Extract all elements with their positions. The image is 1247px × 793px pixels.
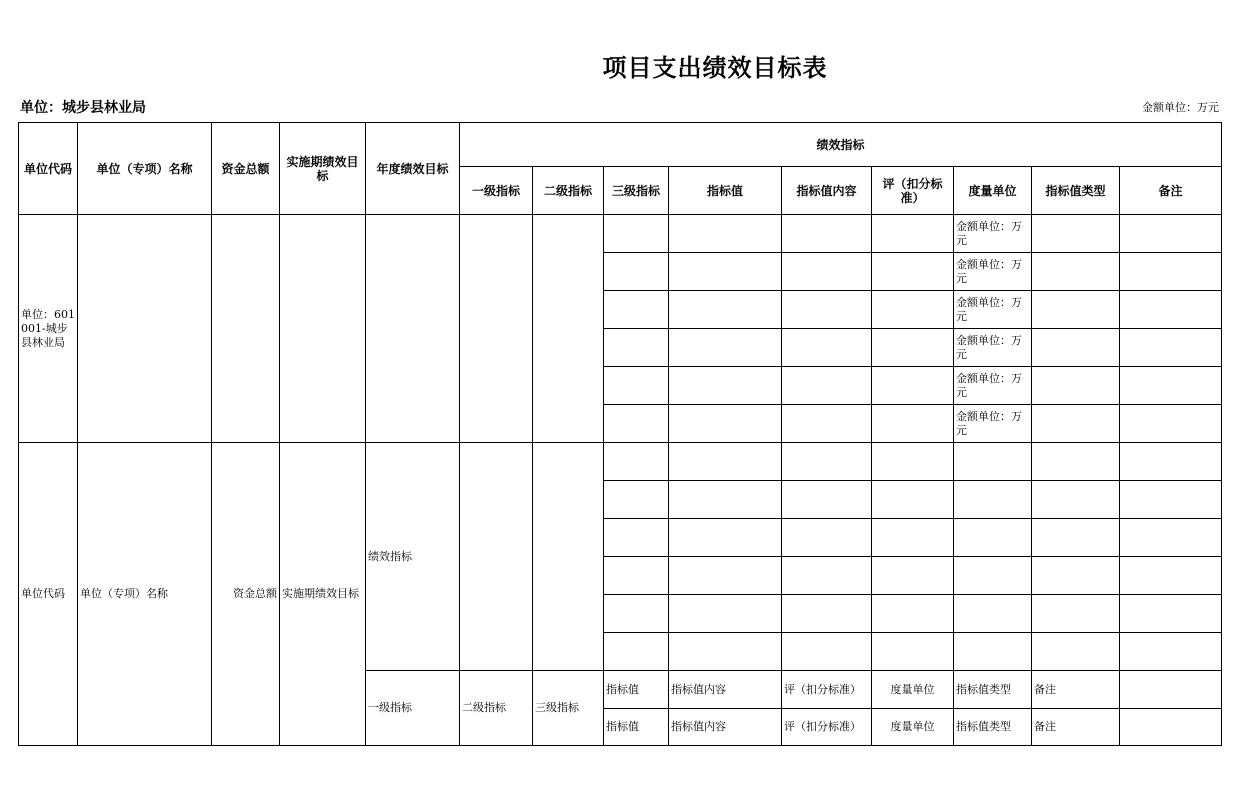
block1-funds-cell	[212, 215, 280, 443]
header-row-1	[19, 123, 1222, 167]
header-value: 指标值	[669, 167, 782, 215]
header-annual-goal: 年度绩效目标	[366, 123, 460, 215]
measure-unit-cell: 金额单位：万元	[954, 215, 1032, 253]
header-total-funds: 资金总额	[212, 123, 280, 215]
row-remark: 备注	[1032, 671, 1120, 709]
header-value-content: 指标值内容	[782, 167, 872, 215]
header-project-name: 单位（专项）名称	[78, 123, 212, 215]
row-value-type: 指标值类型	[954, 709, 1032, 746]
header-value-type: 指标值类型	[1032, 167, 1120, 215]
block2-total-funds: 资金总额	[212, 443, 280, 746]
measure-unit-cell: 金额单位：万元	[954, 367, 1032, 405]
page-title: 项目支出绩效目标表	[602, 54, 828, 82]
block1-unit-cell: 单位：601001-城步县林业局	[19, 215, 78, 443]
block2-level1-label: 一级指标	[366, 671, 460, 746]
row-measure-unit: 度量单位	[872, 671, 954, 709]
header-measure-unit: 度量单位	[954, 167, 1032, 215]
block2-level2-label: 二级指标	[460, 671, 533, 746]
row-value: 指标值	[604, 709, 669, 746]
block2-period-goal: 实施期绩效目标	[280, 443, 366, 746]
table-row	[19, 215, 1222, 253]
header-level3: 三级指标	[604, 167, 669, 215]
header-remark: 备注	[1120, 167, 1222, 215]
block1-project-cell	[78, 215, 212, 443]
measure-unit-cell: 金额单位：万元	[954, 405, 1032, 443]
block2-level3-label: 三级指标	[533, 671, 604, 746]
block2-unit-code: 单位代码	[19, 443, 78, 746]
header-scoring: 评（扣分标准）	[872, 167, 954, 215]
row-remark: 备注	[1032, 709, 1120, 746]
header-unit-code: 单位代码	[19, 123, 78, 215]
performance-table	[18, 122, 1222, 746]
block2-project-name: 单位（专项）名称	[78, 443, 212, 746]
header-period-goal: 实施期绩效目标	[280, 123, 366, 215]
header-level2: 二级指标	[533, 167, 604, 215]
row-value: 指标值	[604, 671, 669, 709]
row-scoring: 评（扣分标准）	[782, 671, 872, 709]
block1-level2-cell	[533, 215, 604, 443]
header-perf-indicators: 绩效指标	[460, 123, 1222, 167]
row-value-content: 指标值内容	[669, 671, 782, 709]
block1-level1-cell	[460, 215, 533, 443]
block1-period-cell	[280, 215, 366, 443]
block1-annual-cell	[366, 215, 460, 443]
row-value-type: 指标值类型	[954, 671, 1032, 709]
unit-label: 单位：城步县林业局	[20, 100, 146, 116]
block2-annual-goal: 绩效指标	[366, 443, 460, 671]
measure-unit-cell: 金额单位：万元	[954, 253, 1032, 291]
row-value-content: 指标值内容	[669, 709, 782, 746]
table-row	[19, 443, 1222, 481]
row-measure-unit: 度量单位	[872, 709, 954, 746]
header-level1: 一级指标	[460, 167, 533, 215]
amount-unit-label: 金额单位：万元	[1142, 101, 1219, 114]
row-scoring: 评（扣分标准）	[782, 709, 872, 746]
measure-unit-cell: 金额单位：万元	[954, 329, 1032, 367]
measure-unit-cell: 金额单位：万元	[954, 291, 1032, 329]
